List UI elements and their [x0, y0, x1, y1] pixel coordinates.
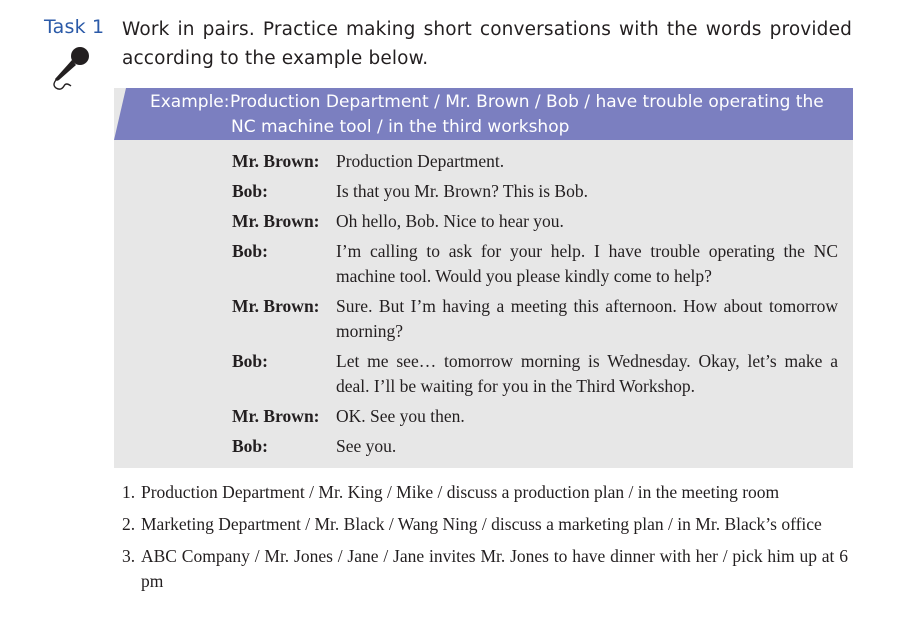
speech: See you. [336, 436, 397, 456]
list-item [122, 480, 848, 505]
task-label: Task 1 [44, 16, 105, 38]
task-instruction: Work in pairs. Practice making short conversations with the words provided according to the example below. [122, 19, 852, 69]
speaker: Mr. Brown: [232, 211, 320, 231]
dialogue [232, 149, 838, 459]
dialogue-turn [232, 179, 838, 204]
dialogue-turn [232, 239, 838, 289]
speaker: Mr. Brown: [232, 151, 320, 171]
dialogue-turn [232, 294, 838, 344]
dialogue-turn [232, 149, 838, 174]
example-line-2: NC machine tool / in the third workshop [231, 117, 570, 137]
example-prefix: Example: [150, 92, 230, 112]
dialogue-turn [232, 404, 838, 429]
speaker: Bob: [232, 351, 268, 371]
speech: I’m calling to ask for your help. I have trouble operating the NC machine tool. Would you please kindly come to help? [336, 241, 838, 286]
list-item [122, 544, 848, 594]
speech: Oh hello, Bob. Nice to hear you. [336, 211, 564, 231]
speaker: Bob: [232, 436, 268, 456]
speech: Sure. But I’m having a meeting this afternoon. How about tomorrow morning? [336, 296, 838, 341]
practice-items [122, 480, 848, 601]
speech: Production Department. [336, 151, 505, 171]
item-number: 1. [122, 482, 136, 502]
dialogue-turn [232, 349, 838, 399]
item-number: 3. [122, 546, 136, 566]
example-line-1: Production Department / Mr. Brown / Bob / have trouble operating the [230, 92, 824, 112]
item-text: ABC Company / Mr. Jones / Jane / Jane invites Mr. Jones to have dinner with her / pick him up at 6 pm [141, 546, 848, 591]
speaker: Bob: [232, 181, 268, 201]
speech: Let me see… tomorrow morning is Wednesday. Okay, let’s make a deal. I’ll be waiting for you in the Third Workshop. [336, 351, 838, 396]
list-item [122, 512, 848, 537]
item-number: 2. [122, 514, 136, 534]
speech: Is that you Mr. Brown? This is Bob. [336, 181, 588, 201]
item-text: Production Department / Mr. King / Mike / discuss a production plan / in the meeting room [141, 482, 780, 502]
example-text [150, 90, 840, 140]
speaker: Mr. Brown: [232, 296, 320, 316]
item-text: Marketing Department / Mr. Black / Wang Ning / discuss a marketing plan / in Mr. Black’s office [141, 514, 822, 534]
dialogue-turn [232, 209, 838, 234]
speaker: Bob: [232, 241, 268, 261]
speaker: Mr. Brown: [232, 406, 320, 426]
microphone-icon [50, 44, 96, 92]
dialogue-turn [232, 434, 838, 459]
speech: OK. See you then. [336, 406, 465, 426]
